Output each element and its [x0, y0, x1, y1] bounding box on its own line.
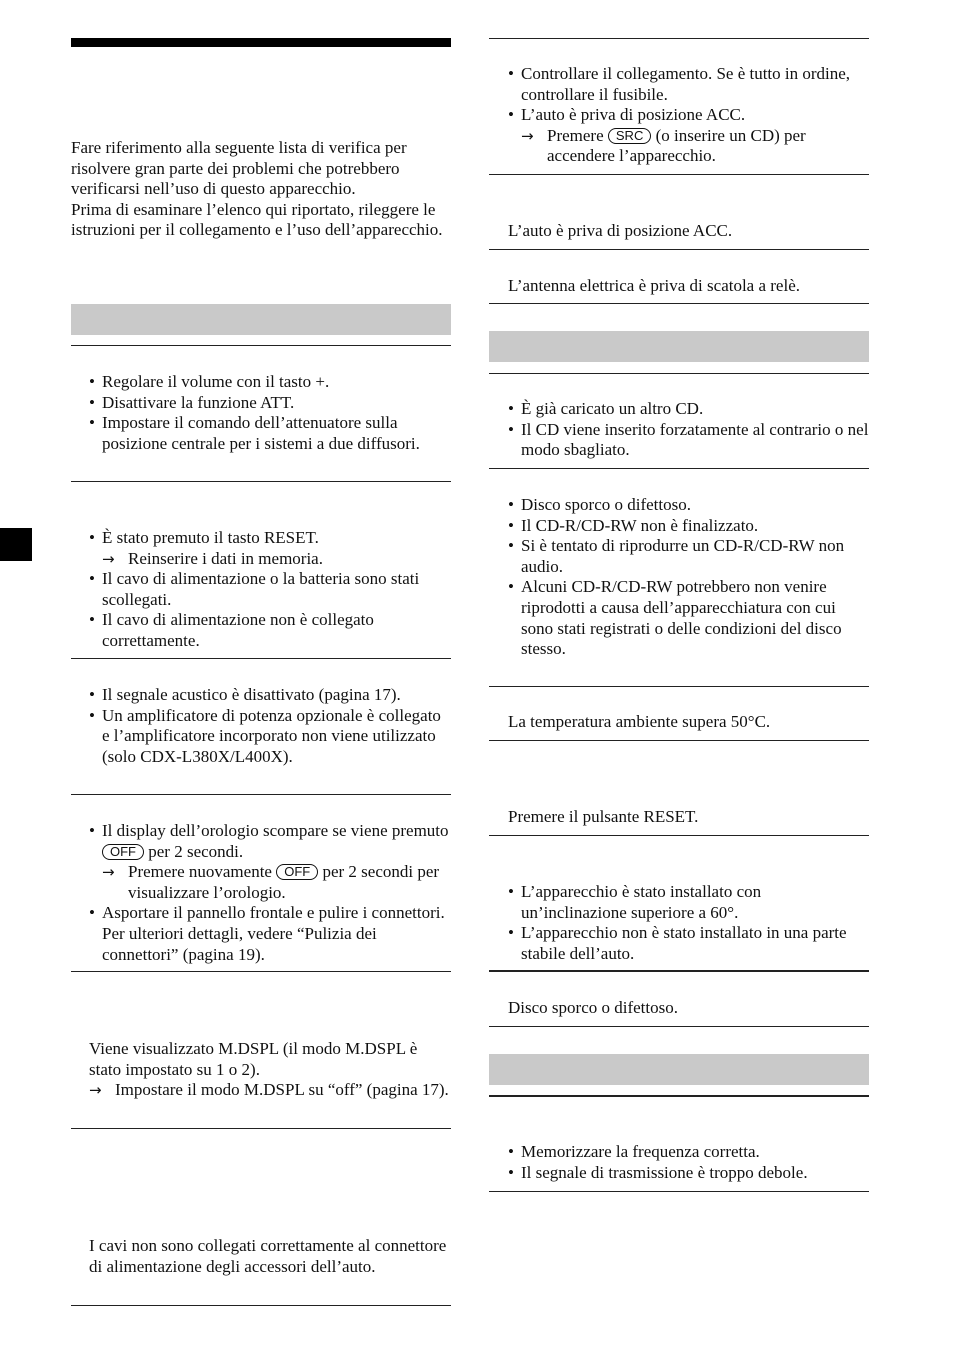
divider	[489, 468, 869, 469]
right-block-5	[508, 495, 869, 660]
left-block-5	[89, 1039, 451, 1101]
list-item: • Asportare il pannello frontale e pulire i connettori. Per ulteriori dettagli, vedere “Pulizia dei connettori” (pagina 19).	[89, 903, 451, 965]
left-block-4	[89, 821, 451, 965]
off-key-label: OFF	[276, 864, 318, 880]
intro-text	[71, 138, 451, 241]
list-item: • Un amplificatore di potenza opzionale è collegato e l’amplificatore incorporato non viene utilizzato (solo CDX-L380X/L400X).	[89, 706, 451, 768]
list-item: • Il CD-R/CD-RW non è finalizzato.	[508, 516, 869, 537]
src-key-label: SRC	[608, 128, 651, 144]
divider	[489, 970, 869, 972]
list-item: • Memorizzare la frequenza corretta.	[508, 1142, 869, 1163]
section-header-radio	[489, 1054, 869, 1085]
arrow-right-icon: →	[89, 1081, 102, 1100]
list-item: • Il segnale acustico è disattivato (pagina 17).	[89, 685, 451, 706]
block-text: I cavi non sono collegati correttamente al connettore di alimentazione degli accessori dell’auto.	[89, 1236, 447, 1276]
divider	[489, 174, 869, 175]
block-text: Premere il pulsante RESET.	[508, 807, 699, 826]
right-block-3	[508, 276, 869, 297]
right-block-6	[508, 712, 869, 733]
arrow-note-text: Impostare il modo M.DSPL su “off” (pagina 17).	[115, 1080, 449, 1100]
arrow-right-icon: →	[102, 549, 115, 568]
list-item: • Controllare il collegamento. Se è tutto in ordine, controllare il fusibile.	[508, 64, 869, 105]
intro-paragraph-2: Prima di esaminare l’elenco qui riportato, rileggere le istruzioni per il collegamento e l’uso dell’apparecchio.	[71, 199, 443, 240]
list-item: • L’apparecchio non è stato installato in una parte stabile dell’auto.	[508, 923, 869, 964]
list-item: • Regolare il volume con il tasto +.	[89, 372, 451, 393]
right-block-7	[508, 807, 869, 828]
list-item: • L’apparecchio è stato installato con un’inclinazione superiore a 60°.	[508, 882, 869, 923]
right-block-8	[508, 882, 869, 964]
block-text: Viene visualizzato M.DSPL (il modo M.DSPL è stato impostato su 1 o 2).	[89, 1039, 418, 1079]
arrow-note	[89, 862, 451, 903]
list-item	[508, 105, 869, 167]
list-item: • È già caricato un altro CD.	[508, 399, 869, 420]
list-item: • Disco sporco o difettoso.	[508, 495, 869, 516]
divider	[489, 686, 869, 687]
list-item	[89, 528, 451, 569]
arrow-right-icon: →	[102, 863, 115, 882]
right-block-4	[508, 399, 869, 461]
divider	[489, 1095, 869, 1097]
divider	[71, 658, 451, 659]
divider	[489, 249, 869, 250]
off-key-label: OFF	[102, 844, 144, 860]
section-header-cd	[489, 331, 869, 362]
list-item: • Alcuni CD-R/CD-RW potrebbero non venire riprodotti a causa dell’apparecchiatura con cui sono stati registrati o delle condizioni del disco stesso.	[508, 577, 869, 659]
arrow-note	[89, 1080, 451, 1101]
list-item: • Il cavo di alimentazione non è collegato correttamente.	[89, 610, 451, 651]
block-text: L’auto è priva di posizione ACC.	[508, 221, 733, 240]
arrow-right-icon: →	[521, 126, 534, 145]
divider	[489, 373, 869, 374]
arrow-note	[508, 126, 869, 167]
arrow-note	[89, 549, 451, 570]
divider	[489, 38, 869, 39]
left-block-1	[89, 372, 451, 454]
divider	[489, 740, 869, 741]
list-item-text: per 2 secondi.	[148, 841, 244, 861]
section-tab-marker	[0, 528, 32, 561]
divider	[71, 1128, 451, 1129]
list-item: • Il cavo di alimentazione o la batteria sono stati scollegati.	[89, 569, 451, 610]
block-text: L’antenna elettrica è priva di scatola a relè.	[508, 276, 800, 295]
section-header-general	[71, 304, 451, 335]
list-item-text: Il display dell’orologio scompare se viene premuto	[102, 821, 449, 840]
divider	[489, 1026, 869, 1027]
left-block-3	[89, 685, 451, 767]
left-block-2	[89, 528, 451, 652]
list-item: • Il CD viene inserito forzatamente al contrario o nel modo sbagliato.	[508, 420, 869, 461]
arrow-note-text: per 2 secondi per visualizzare l’orologio.	[128, 862, 440, 902]
list-item: • Impostare il comando dell’attenuatore sulla posizione centrale per i sistemi a due diffusori.	[89, 413, 451, 454]
list-item-text: È stato premuto il tasto RESET.	[102, 528, 319, 547]
arrow-note-text: Premere	[547, 125, 604, 145]
list-item-text: L’auto è priva di posizione ACC.	[521, 105, 746, 125]
divider	[71, 345, 451, 346]
right-block-10	[508, 1142, 869, 1183]
divider	[489, 835, 869, 836]
list-item: • Il segnale di trasmissione è troppo debole.	[508, 1163, 869, 1184]
right-block-2	[508, 221, 869, 242]
divider	[489, 303, 869, 304]
divider	[71, 794, 451, 795]
divider	[71, 481, 451, 482]
right-block-9	[508, 998, 869, 1019]
right-block-1	[508, 64, 869, 167]
intro-paragraph-1: Fare riferimento alla seguente lista di verifica per risolvere gran parte dei problemi che potrebbero verificarsi nell’uso di questo apparecchio.	[71, 138, 407, 199]
arrow-note-text: (o inserire un CD) per accendere l’apparecchio.	[547, 125, 806, 166]
list-item: • Si è tentato di riprodurre un CD-R/CD-RW non audio.	[508, 536, 869, 577]
list-item: • Disattivare la funzione ATT.	[89, 393, 451, 414]
header-bar	[71, 38, 451, 47]
divider	[71, 1305, 451, 1306]
list-item	[89, 821, 451, 903]
arrow-note-text: Reinserire i dati in memoria.	[128, 548, 323, 568]
left-block-6	[89, 1236, 451, 1277]
divider	[489, 1191, 869, 1192]
arrow-note-text: Premere nuovamente	[128, 862, 272, 882]
block-text: La temperatura ambiente supera 50°C.	[508, 712, 771, 731]
divider	[71, 971, 451, 972]
block-text: Disco sporco o difettoso.	[508, 998, 678, 1017]
